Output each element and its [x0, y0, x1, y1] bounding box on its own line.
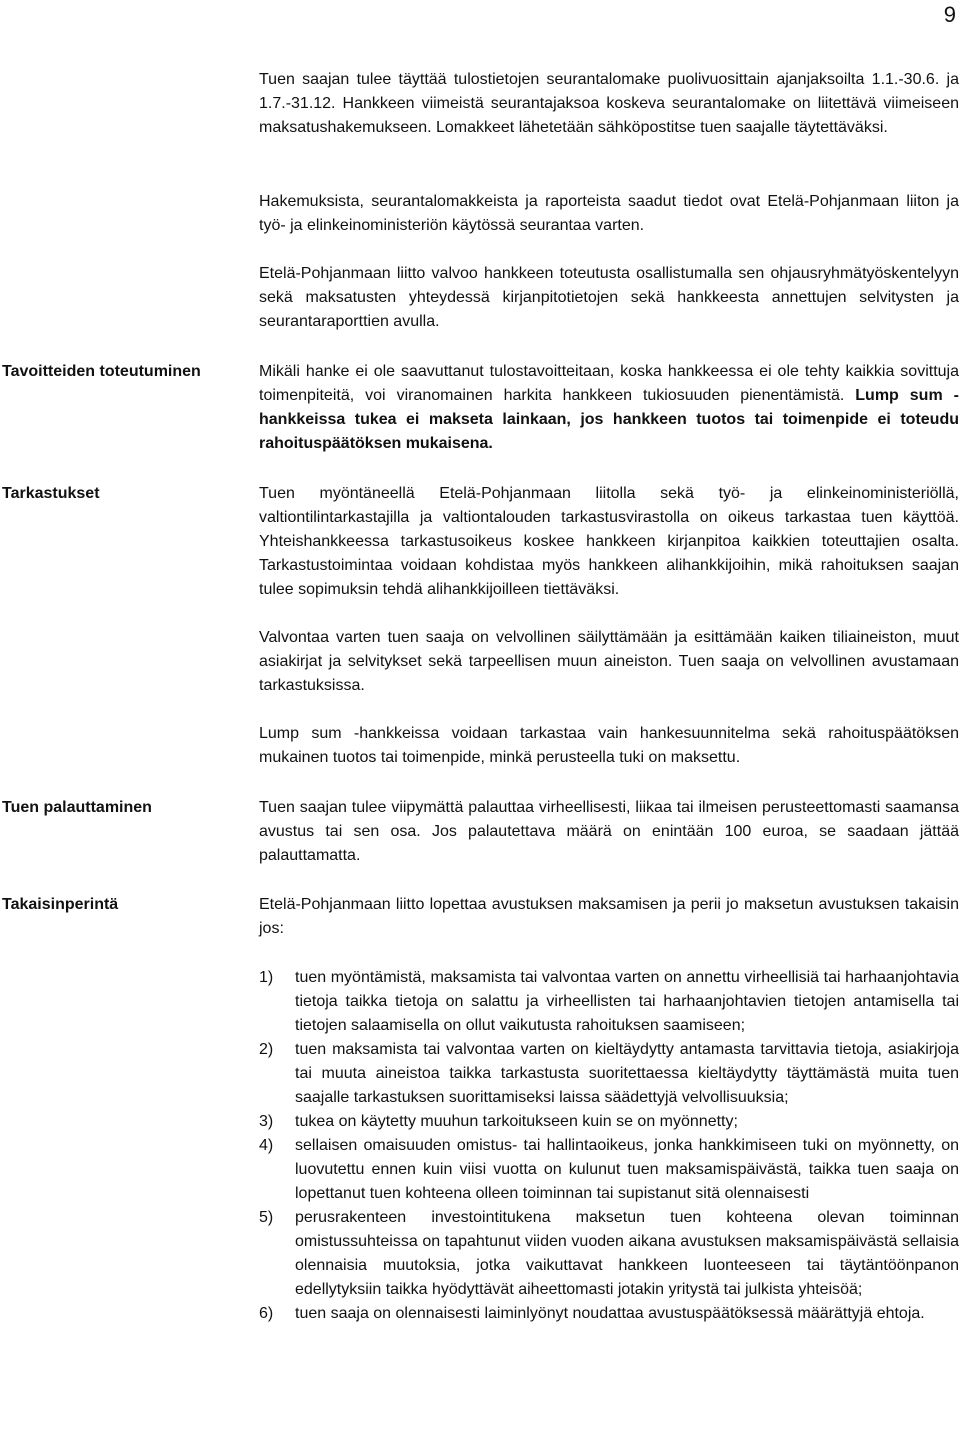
paragraph-supervision: Etelä-Pohjanmaan liitto valvoo hankkeen toteutusta osallistumalla sen ohjausryhmätyöskentelyyn sekä maksatusten yhteydessä kirjanpitotietojen sekä hankkeesta annettujen selvitysten ja seurantaraporttien avulla.	[259, 265, 959, 330]
paragraph-record-keeping: Valvontaa varten tuen saaja on velvollinen säilyttämään ja esittämään kaiken tiliaineiston, muut asiakirjat ja selvitykset sekä tarpeellisen muun aineiston. Tuen saaja on velvollinen avustamaan tarkastuksissa.	[259, 629, 959, 694]
side-label-recovery: Takaisinperintä	[2, 896, 119, 913]
list-item-text: tuen maksamista tai valvontaa varten on kieltäydytty antamasta tarvittavia tietoja, asiakirjoja tai muuta aineistoa taikka tarkastusta suoritettaessa kieltäydytty täyttämästä muita tuen saajalle tarkastuksen suorittamiseksi laissa säädettyjä velvollisuuksia;	[295, 1041, 959, 1106]
list-item-text: perusrakenteen investointitukena maksetun tuen kohteena olevan toiminnan omistussuhteissa on tapahtunut viiden vuoden aikana avustuksen maksamispäivästä sellaisia olennaisia muutoksia, jotka vaikuttavat hankkeen luonteeseen tai täytäntöönpanon edellytyksiin taikka hyödyttävät aiheettomasti jotakin yritystä tai julkista yhteisöä;	[295, 1209, 959, 1298]
list-item-text: tuen saaja on olennaisesti laiminlyönyt noudattaa avustuspäätöksessä määrättyjä ehtoja.	[295, 1305, 925, 1322]
paragraph-goals-text: Mikäli hanke ei ole saavuttanut tulostavoitteitaan, koska hankkeessa ei ole tehty kaikkia sovittuja toimenpiteitä, voi viranomainen harkita hankkeen tukiosuuden pienentämistä.	[259, 363, 959, 404]
side-label-goals: Tavoitteiden toteutuminen	[2, 363, 201, 380]
paragraph-data-usage: Hakemuksista, seurantalomakkeista ja raporteista saadut tiedot ovat Etelä-Pohjanmaan liiton ja työ- ja elinkeinoministeriön käytössä seurantaa varten.	[259, 193, 959, 234]
side-label-return: Tuen palauttaminen	[2, 799, 152, 816]
list-item-number: 2)	[259, 1041, 274, 1058]
paragraph-inspections: Tuen myöntäneellä Etelä-Pohjanmaan liitolla sekä työ- ja elinkeinoministeriöllä, valtiontilintarkastajilla ja valtiontalouden tarkastusvirastolla on oikeus tarkastaa tuen käyttöä. Yhteishankkeessa tarkastusoikeus koskee hankkeen kirjanpitoa kaikkien toteuttajien osalta. Tarkastustoimintaa voidaan kohdistaa myös hankkeen alihankkijoihin, mikä rahoituksen saajan tulee sopimuksin tehdä alihankkijoilleen tiettäväksi.	[259, 485, 959, 598]
list-item	[259, 1302, 959, 1326]
list-item-number: 6)	[259, 1305, 274, 1322]
list-item-text: tukea on käytetty muuhun tarkoitukseen kuin se on myönnetty;	[295, 1113, 738, 1130]
list-item	[259, 966, 959, 1038]
paragraph-monitoring-form: Tuen saajan tulee täyttää tulostietojen seurantalomake puolivuosittain ajanjaksoilta 1.1.-30.6. ja 1.7.-31.12. Hankkeen viimeistä seurantajaksoa koskeva seurantalomake on liitettävä viimeiseen maksatushakemukseen. Lomakkeet lähetetään sähköpostitse tuen saajalle täytettäväksi.	[259, 71, 959, 136]
list-item-number: 1)	[259, 969, 274, 986]
list-item	[259, 1134, 959, 1206]
list-item-number: 4)	[259, 1137, 274, 1154]
list-item	[259, 1206, 959, 1302]
paragraph-goals	[259, 360, 959, 456]
list-item-number: 5)	[259, 1209, 274, 1226]
recovery-conditions-list	[259, 966, 959, 1326]
list-item-text: tuen myöntämistä, maksamista tai valvontaa varten on annettu virheellisiä tai harhaanjohtavia tietoja taikka tietoja on salattu ja virheellisten tai harhaanjohtavien tietojen antamisella tai tietojen salaamisella on ollut vaikutusta rahoituksen saamiseen;	[295, 969, 959, 1034]
list-item-text: sellaisen omaisuuden omistus- tai hallintaoikeus, jonka hankkimiseen tuki on myönnetty, on luovutettu ennen kuin viisi vuotta on kulunut tuen maksamispäivästä, taikka tuen saaja on lopettanut tuen kohteena olleen toiminnan tai supistanut sitä olennaisesti	[295, 1137, 959, 1202]
list-item	[259, 1110, 959, 1134]
paragraph-goals-bold: Lump sum -hankkeissa tukea ei makseta lainkaan, jos hankkeen tuotos tai toimenpide ei toteudu rahoituspäätöksen mukaisena.	[259, 387, 959, 452]
side-label-inspections: Tarkastukset	[2, 485, 100, 502]
paragraph-lump-sum: Lump sum -hankkeissa voidaan tarkastaa vain hankesuunnitelma sekä rahoituspäätöksen mukainen tuotos tai toimenpide, minkä perusteella tuki on maksettu.	[259, 725, 959, 766]
paragraph-return: Tuen saajan tulee viipymättä palauttaa virheellisesti, liikaa tai ilmeisen perusteettomasti saamansa avustus tai sen osa. Jos palautettava määrä on enintään 100 euroa, se saadaan jättää palauttamatta.	[259, 799, 959, 864]
list-item	[259, 1038, 959, 1110]
list-item-number: 3)	[259, 1113, 274, 1130]
page-number: 9	[943, 2, 956, 27]
paragraph-recovery: Etelä-Pohjanmaan liitto lopettaa avustuksen maksamisen ja perii jo maksetun avustuksen takaisin jos:	[259, 896, 959, 937]
